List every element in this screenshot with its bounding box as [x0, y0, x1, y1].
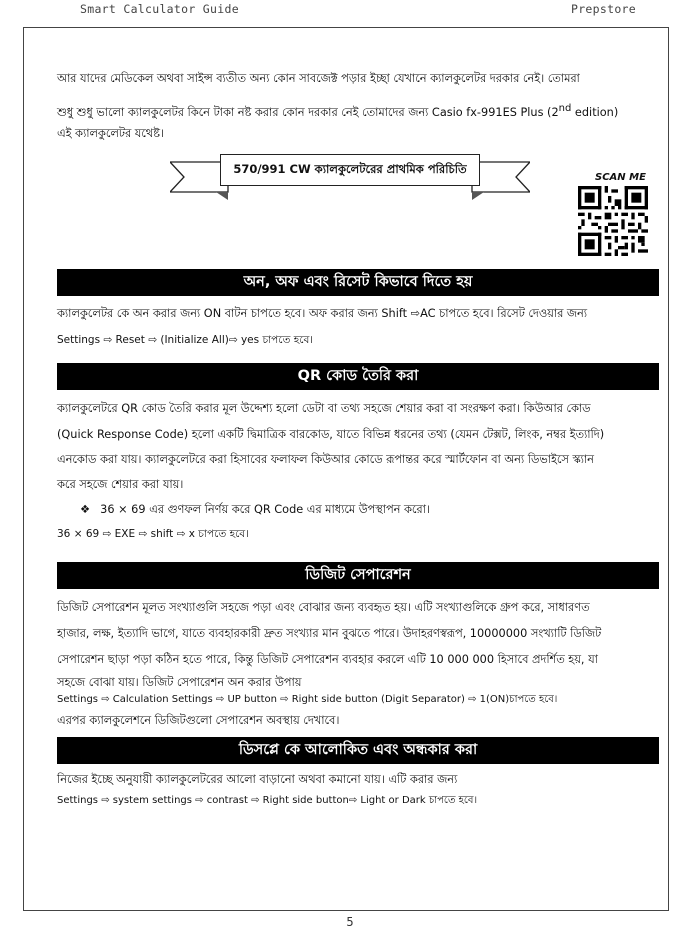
ribbon-banner — [170, 144, 530, 200]
intro-line-3: এই ক্যালকুলেটর যথেষ্ট। — [57, 127, 164, 140]
power-line-2: Settings ⇨ Reset ⇨ (Initialize All)⇨ yes চাপতে হবে। — [57, 334, 314, 346]
intro-line-2a: শুধু শুধু ভালো ক্যালকুলেটর কিনে টাকা নষ্ট করার কোন দরকার নেই তোমাদের জন্য Casio fx-991ES Plus (2 — [57, 105, 559, 119]
qr-line-4: করে সহজে শেয়ার করা যায়। — [57, 478, 184, 491]
qr-label: SCAN ME — [595, 172, 646, 183]
display-steps: Settings ⇨ system settings ⇨ contrast ⇨ Right side button⇨ Light or Dark চাপতে হবে। — [57, 795, 478, 806]
qr-line-3: এনকোড করা যায়। ক্যালকুলেটরে করা হিসাবের ফলাফল কিউআর কোডে রূপান্তর করে স্মার্টফোন বা অন্য ডিভাইসে স্ক্যান — [57, 453, 594, 466]
intro-line-1: আর যাদের মেডিকেল অথবা সাইন্স ব্যতীত অন্য কোন সাবজেক্ট পড়ার ইচ্ছা যেখানে ক্যালকুলেটর দরকার নেই। তোমরা — [57, 72, 580, 85]
diamond-bullet-icon: ❖ — [80, 503, 91, 516]
qr-line-1: ক্যালকুলেটরে QR কোড তৈরি করার মূল উদ্দেশ্য হলো ডেটা বা তথ্য সহজে শেয়ার করা বা সংরক্ষণ করা। কিউআর কোড — [57, 402, 591, 415]
qr-bullet-text: 36 × 69 এর গুণফল নির্ণয় করে QR Code এর মাধ্যমে উপস্থাপন করো। — [100, 503, 430, 516]
qr-bullet-item — [80, 499, 640, 521]
digit-line-3: সেপারেশন ছাড়া পড়া কঠিন হতে পারে, কিন্তু ডিজিট সেপারেশন ব্যবহার করলে এটি 10 000 000 হিসাবে প্রদর্শিত হয়, যা — [57, 653, 598, 666]
digit-steps: Settings ⇨ Calculation Settings ⇨ UP button ⇨ Right side button (Digit Separator) ⇨ 1(ON)চাপতে হবে। — [57, 694, 558, 705]
intro-superscript: nd — [558, 103, 572, 114]
section-digit-title: ডিজিট সেপারেশন — [57, 562, 659, 589]
banner-title: 570/991 CW ক্যালকুলেটরের প্রাথমিক পরিচিতি — [220, 154, 480, 186]
qr-steps: 36 × 69 ⇨ EXE ⇨ shift ⇨ x চাপতে হবে। — [57, 528, 249, 540]
header-title: Smart Calculator Guide — [80, 2, 239, 16]
section-qr-title: QR কোড তৈরি করা — [57, 363, 659, 390]
section-power-title: অন, অফ এবং রিসেট কিভাবে দিতে হয় — [57, 269, 659, 296]
qr-line-2: (Quick Response Code) হলো একটি দ্বিমাত্রিক বারকোড, যাতে বিভিন্ন ধরনের তথ্য (যেমন টেক্সট, লিংক, নম্বর ইত্যাদি) — [57, 428, 605, 441]
digit-line-4: সহজে বোঝা যায়। ডিজিট সেপারেশন অন করার উপায় — [57, 676, 302, 689]
power-line-1: ক্যালকুলেটর কে অন করার জন্য ON বাটন চাপতে হবে। অফ করার জন্য Shift ⇨AC চাপতে হবে। রিসেট দেওয়ার জন্য — [57, 307, 588, 320]
display-line-1: নিজের ইচ্ছে অনুযায়ী ক্যালকুলেটরের আলো বাড়ানো অথবা কমানো যায়। এটি করার জন্য — [57, 773, 458, 786]
qr-code-icon — [578, 186, 648, 256]
page-number: 5 — [346, 915, 354, 929]
header-brand: Prepstore — [570, 2, 636, 16]
digit-after: এরপর ক্যালকুলেশনে ডিজিটগুলো সেপারেশন অবস্থায় দেখাবে। — [57, 714, 340, 727]
section-display-title: ডিসপ্লে কে আলোকিত এবং অন্ধকার করা — [57, 737, 659, 764]
intro-line-2b: edition) — [571, 105, 619, 119]
digit-line-2: হাজার, লক্ষ, ইত্যাদি ভাগে, যাতে ব্যবহারকারী দ্রুত সংখ্যার মান বুঝতে পারে। উদাহরণস্বরূপ, 10000000 সংখ্যাটি ডিজিট — [57, 627, 602, 640]
digit-line-1: ডিজিট সেপারেশন মূলত সংখ্যাগুলি সহজে পড়া এবং বোঝার জন্য ব্যবহৃত হয়। এটি সংখ্যাগুলিকে গ্রুপ করে, সাধারণত — [57, 601, 590, 614]
